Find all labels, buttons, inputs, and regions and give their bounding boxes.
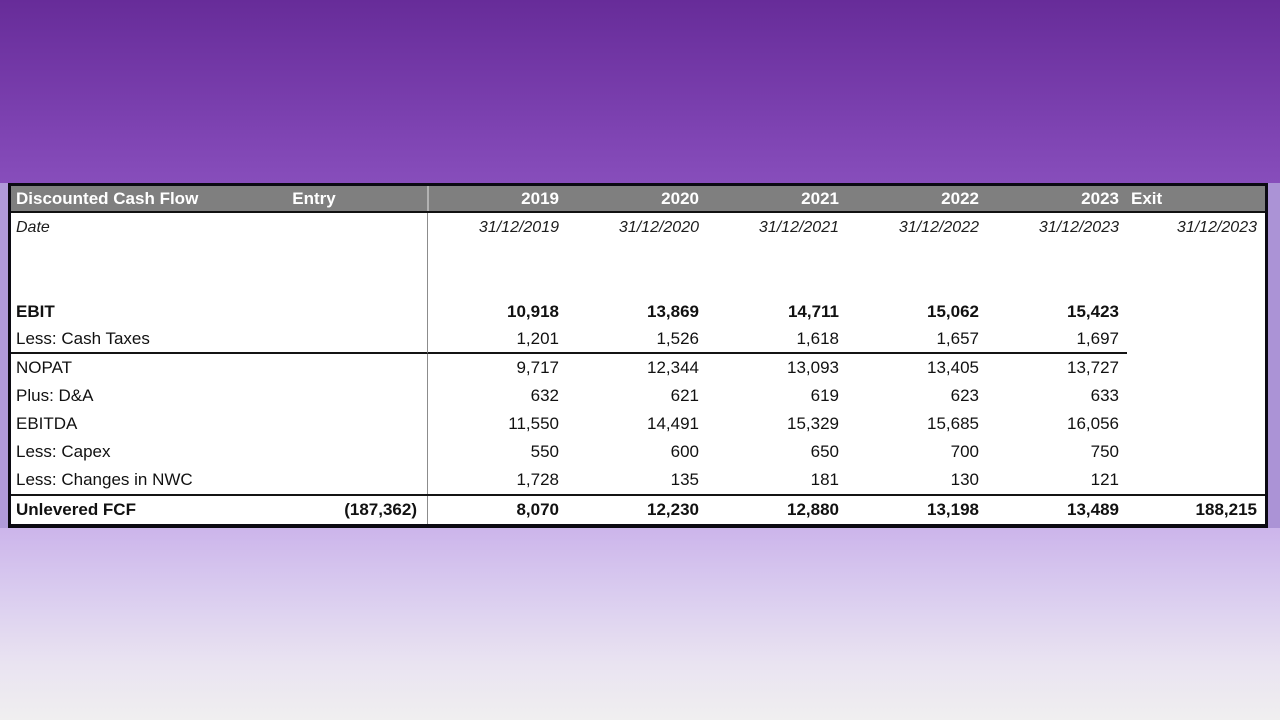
header-exit: Exit — [1131, 188, 1163, 208]
spacer-row — [11, 242, 1265, 298]
value-cell: 12,230 — [647, 500, 699, 519]
value-cell: 13,489 — [1067, 500, 1119, 519]
header-year-2022: 2022 — [941, 188, 979, 208]
value-cell: 633 — [1090, 386, 1119, 405]
table-title: Discounted Cash Flow — [16, 188, 199, 208]
value-cell: 16,056 — [1067, 414, 1119, 433]
row-unlevered-fcf — [11, 494, 1265, 524]
dcf-table-frame — [0, 183, 1280, 528]
value-cell: 1,201 — [427, 326, 567, 354]
value-cell: 623 — [950, 386, 979, 405]
row-label: EBITDA — [16, 414, 78, 433]
value-cell: 1,657 — [847, 326, 987, 354]
value-cell: 700 — [950, 442, 979, 461]
value-cell: 11,550 — [427, 410, 567, 438]
dcf-table — [8, 183, 1268, 528]
value-cell: 121 — [1090, 470, 1119, 489]
value-cell: 15,685 — [927, 414, 979, 433]
value-cell: 14,711 — [787, 302, 839, 321]
value-cell: 650 — [810, 442, 839, 461]
value-cell: 619 — [810, 386, 839, 405]
header-year-2020: 2020 — [661, 188, 699, 208]
date-row — [11, 213, 1265, 242]
value-cell: 621 — [670, 386, 699, 405]
value-cell: 10,918 — [427, 298, 567, 326]
row-label: Date — [16, 218, 50, 236]
value-cell: 13,727 — [1067, 358, 1119, 377]
table-header-row — [11, 186, 1265, 213]
date-2019: 31/12/2019 — [427, 213, 567, 242]
date-2021: 31/12/2021 — [758, 218, 839, 236]
value-cell: 15,423 — [1067, 302, 1119, 321]
value-cell: 13,093 — [787, 358, 839, 377]
row-ebitda — [11, 410, 1265, 438]
value-cell: 13,405 — [927, 358, 979, 377]
value-cell: 9,717 — [427, 354, 567, 382]
value-cell: 8,070 — [427, 496, 567, 524]
value-cell: 1,728 — [427, 466, 567, 494]
row-nwc — [11, 466, 1265, 494]
header-entry: Entry — [292, 188, 336, 208]
value-cell: 135 — [670, 470, 699, 489]
value-cell: 632 — [427, 382, 567, 410]
value-cell: 750 — [1090, 442, 1119, 461]
row-nopat — [11, 354, 1265, 382]
row-label: Plus: D&A — [16, 386, 94, 405]
row-label: Less: Changes in NWC — [16, 470, 193, 489]
date-2020: 31/12/2020 — [618, 218, 699, 236]
value-cell: 1,697 — [987, 326, 1127, 354]
header-year-2021: 2021 — [801, 188, 839, 208]
entry-value: (187,362) — [344, 500, 417, 519]
row-label: Less: Cash Taxes — [11, 326, 201, 354]
row-da — [11, 382, 1265, 410]
header-year-2023: 2023 — [1081, 188, 1119, 208]
value-cell: 12,880 — [787, 500, 839, 519]
row-label: Unlevered FCF — [16, 500, 136, 519]
header-year-2019: 2019 — [427, 186, 567, 211]
row-label: Less: Capex — [16, 442, 111, 461]
value-cell: 15,329 — [787, 414, 839, 433]
row-label: EBIT — [16, 302, 55, 321]
date-2023: 31/12/2023 — [1038, 218, 1119, 236]
value-cell: 181 — [810, 470, 839, 489]
value-cell: 14,491 — [647, 414, 699, 433]
row-cash-taxes — [11, 326, 1265, 354]
exit-value: 188,215 — [1195, 500, 1257, 519]
value-cell: 13,198 — [927, 500, 979, 519]
value-cell: 1,526 — [567, 326, 707, 354]
value-cell: 1,618 — [707, 326, 847, 354]
value-cell: 13,869 — [647, 302, 699, 321]
row-label: NOPAT — [16, 358, 73, 377]
value-cell: 600 — [670, 442, 699, 461]
value-cell: 15,062 — [927, 302, 979, 321]
value-cell: 130 — [950, 470, 979, 489]
date-exit: 31/12/2023 — [1176, 218, 1257, 236]
row-ebit — [11, 298, 1265, 326]
value-cell: 12,344 — [647, 358, 699, 377]
date-2022: 31/12/2022 — [898, 218, 979, 236]
value-cell: 550 — [427, 438, 567, 466]
row-capex — [11, 438, 1265, 466]
